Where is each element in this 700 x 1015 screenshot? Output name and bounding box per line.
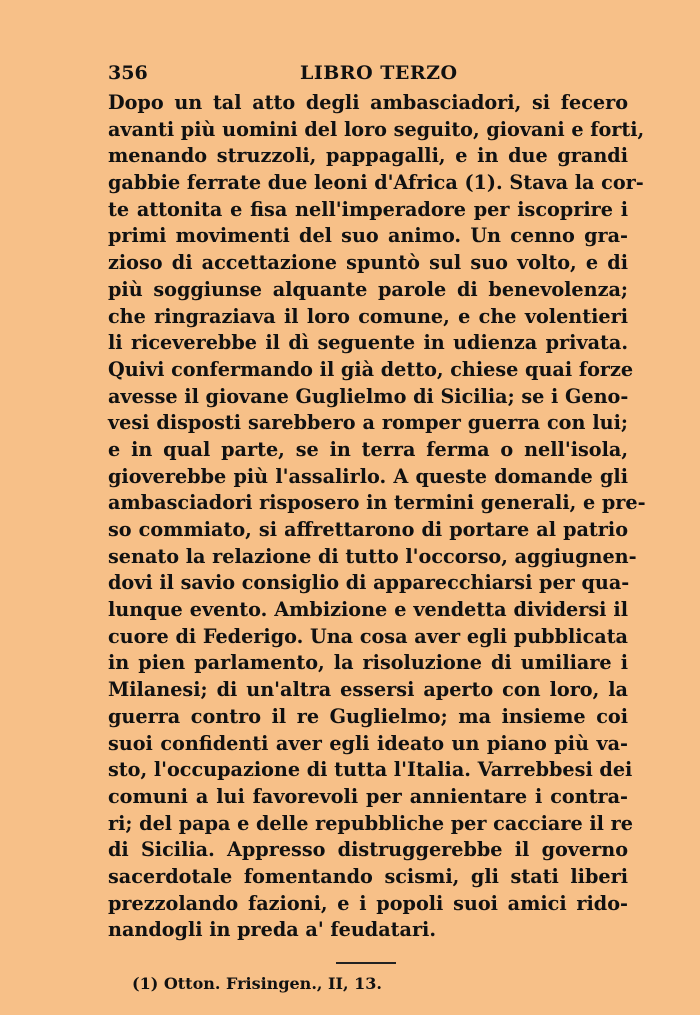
text-line: lunque evento. Ambizione e vendetta dividersi il [108, 598, 628, 622]
text-line: comuni a lui favorevoli per annientare i contra- [108, 784, 628, 808]
running-head [108, 62, 628, 88]
text-line: dovi il savio consiglio di apparecchiarsi per qua- [108, 571, 630, 595]
text-line: suoi confidenti aver egli ideato un piano più va- [108, 731, 628, 755]
text-line: e in qual parte, se in terra ferma o nell'isola, [108, 437, 628, 461]
text-line: prezzolando fazioni, e i popoli suoi amici rido- [108, 891, 628, 915]
text-line: ri; del papa e delle repubbliche per cacciare il re [108, 811, 633, 835]
text-line: te attonita e fisa nell'imperadore per iscoprire i [108, 197, 628, 221]
text-line: primi movimenti del suo animo. Un cenno gra- [108, 224, 628, 248]
text-line: gioverebbe più l'assalirlo. A queste domande gli [108, 464, 628, 488]
page-number: 356 [108, 62, 148, 84]
text-line: di Sicilia. Appresso distruggerebbe il governo [108, 838, 628, 862]
text-line: cuore di Federigo. Una cosa aver egli pubblicata [108, 624, 628, 648]
text-line: Dopo un tal atto degli ambasciadori, si fecero [108, 91, 628, 114]
text-line: sacerdotale fomentando scismi, gli stati liberi [108, 864, 628, 888]
text-line: ambasciadori risposero in termini generali, e pre- [108, 491, 646, 515]
text-line: nandogli in preda a' feudatari. [108, 918, 437, 942]
text-line: in pien parlamento, la risoluzione di umiliare i [108, 651, 628, 675]
text-line: vesi disposti sarebbero a romper guerra con lui; [108, 411, 628, 435]
text-line: avanti più uomini del loro seguito, giovani e forti, [108, 117, 645, 141]
running-title: LIBRO TERZO [300, 62, 458, 84]
text-line: senato la relazione di tutto l'occorso, aggiugnen- [108, 544, 637, 568]
text-line: menando struzzoli, pappagalli, e in due grandi [108, 144, 628, 168]
text-line: sto, l'occupazione di tutta l'Italia. Varrebbesi dei [108, 758, 633, 782]
text-line: Milanesi; di un'altra essersi aperto con loro, la [108, 678, 628, 702]
text-line: che ringraziava il loro comune, e che volentieri [108, 304, 628, 328]
text-line: gabbie ferrate due leoni d'Africa (1). Stava la cor- [108, 171, 644, 195]
text-line: li riceverebbe il dì seguente in udienza privata. [108, 331, 628, 355]
body-text [108, 90, 646, 944]
text-line: Quivi confermando il già detto, chiese quai forze [108, 357, 634, 381]
footnote-rule [336, 962, 396, 964]
footnote: (1) Otton. Frisingen., II, 13. [132, 974, 382, 993]
text-line: so commiato, si affrettarono di portare al patrio [108, 518, 628, 541]
text-line: guerra contro il re Guglielmo; ma insieme coi [108, 704, 628, 728]
text-line: zioso di accettazione spuntò sul suo volto, e di [108, 251, 628, 275]
text-line: avesse il giovane Guglielmo di Sicilia; se i Geno- [108, 384, 629, 408]
text-line: più soggiunse alquante parole di benevolenza; [108, 277, 628, 301]
